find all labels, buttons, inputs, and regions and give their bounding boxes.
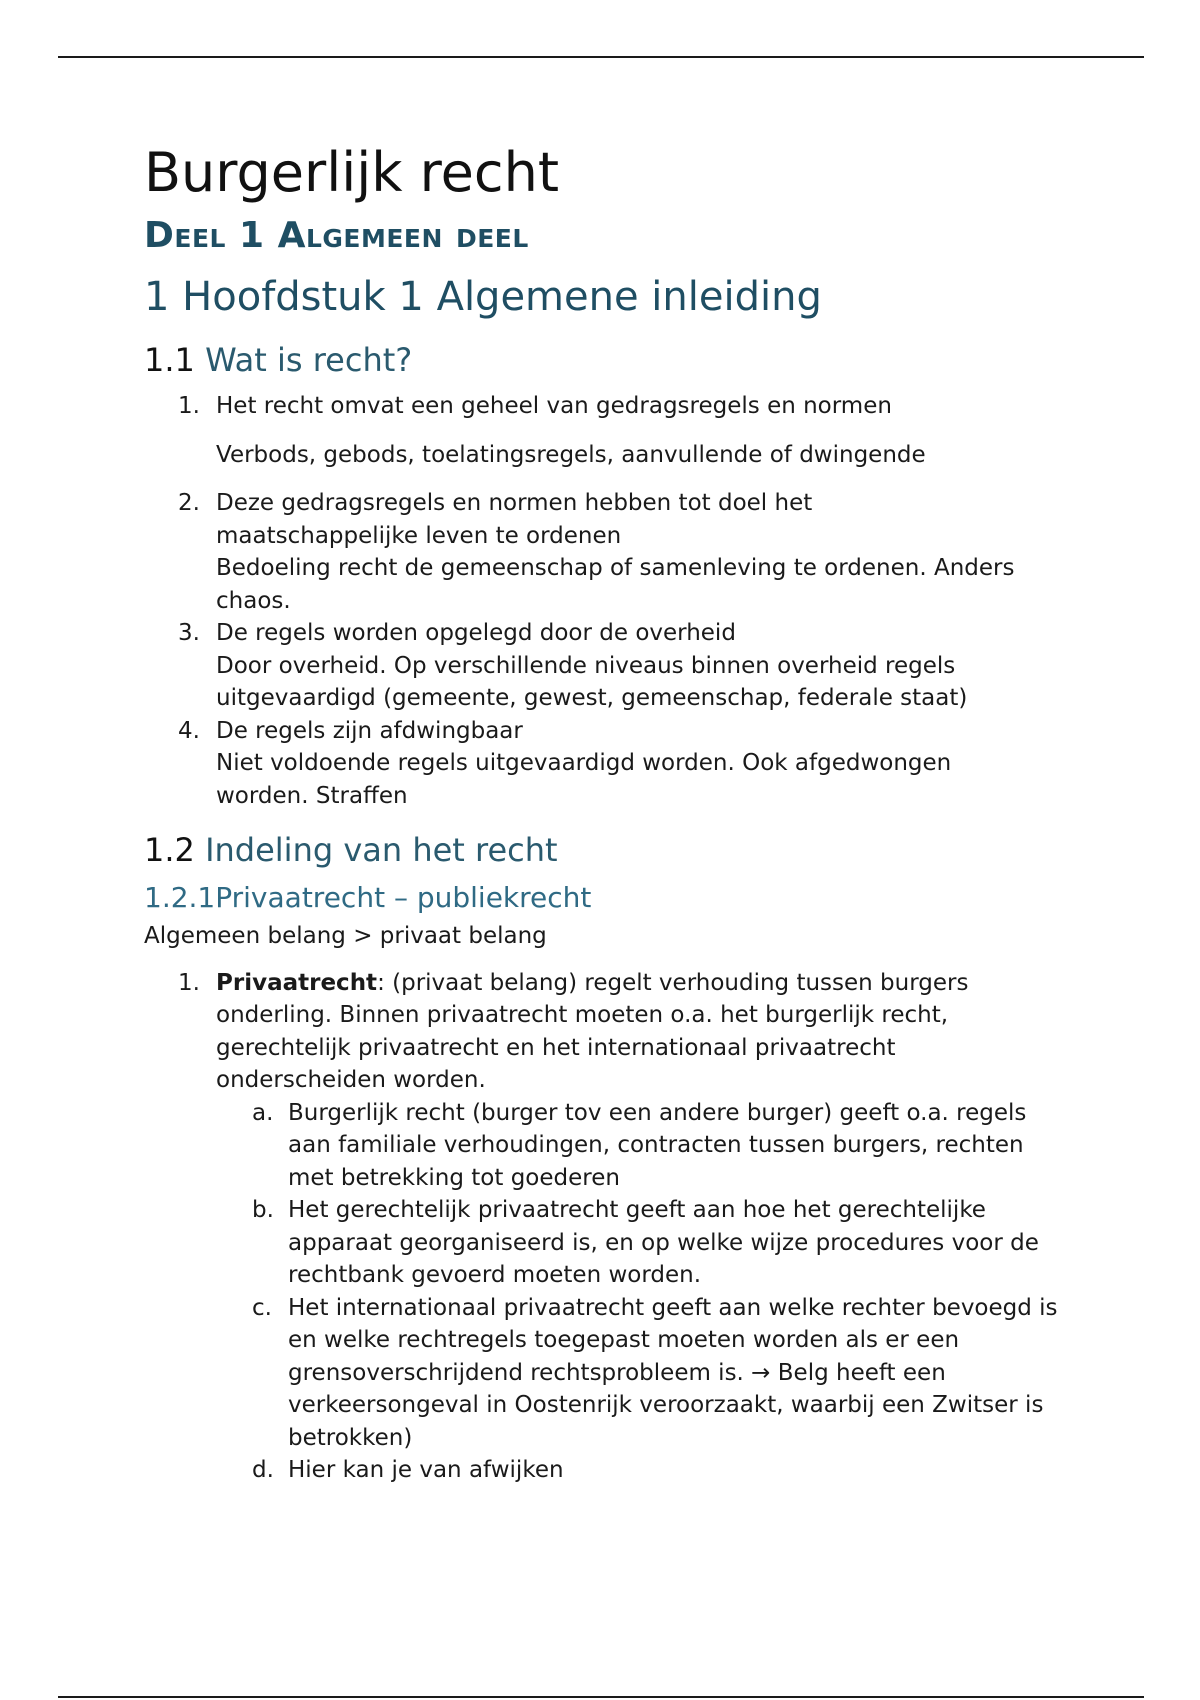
section-number: 1.1 — [144, 341, 195, 379]
header-rule — [58, 56, 1144, 58]
subsection-title: Privaatrecht – publiekrecht — [215, 881, 592, 914]
part-heading: Deel 1 Algemeen deel — [144, 215, 529, 256]
list-marker: 1. — [178, 393, 200, 419]
list-item-note: Bedoeling recht de gemeenschap of samenleving te ordenen. Anders chaos. — [216, 555, 1015, 614]
list-marker: d. — [252, 1457, 274, 1483]
list-item — [144, 390, 1074, 471]
privaatrecht-list — [144, 967, 1074, 1097]
list-marker: 1. — [178, 969, 200, 996]
sublist-item-text: Het internationaal privaatrecht geeft aan welke rechter bevoegd is en welke rechtregels toegepast moeten worden als er een grensoverschrijdend rechtsprobleem is. → Belg heeft een verkeersongeval in Oostenrijk veroorzaakt, waarbij een Zwitser is betrokken) — [288, 1294, 1058, 1451]
list-item-text: Deze gedragsregels en normen hebben tot doel het maatschappelijke leven te ordenen — [216, 490, 813, 549]
section-heading-1-2 — [144, 830, 1074, 870]
section-title: Wat is recht? — [205, 341, 413, 379]
term-definition: : (privaat belang) regelt verhouding tussen burgers onderling. Binnen privaatrecht moeten o.a. het burgerlijk recht, gerechtelijk privaatrecht en het internationaal privaatrecht onderscheiden worden. — [216, 969, 969, 1093]
list-item-text: De regels zijn afdwingbaar — [216, 717, 523, 744]
list-item — [144, 617, 1074, 715]
sublist-item-text: Het gerechtelijk privaatrecht geeft aan hoe het gerechtelijke apparaat georganiseerd is, en op welke wijze procedures voor de rechtbank gevoerd moeten worden. — [288, 1197, 1039, 1288]
list-item-note: Niet voldoende regels uitgevaardigd worden. Ook afgedwongen worden. Straffen — [216, 750, 952, 809]
list-item — [144, 487, 1074, 617]
list-item — [144, 715, 1074, 813]
list-item-text: Het recht omvat een geheel van gedragsregels en normen — [216, 393, 892, 419]
document-body — [144, 140, 1074, 1487]
section-number: 1.2 — [144, 831, 195, 869]
list-marker: c. — [252, 1294, 272, 1321]
term-bold: Privaatrecht — [216, 969, 378, 996]
intro-paragraph: Algemeen belang > privaat belang — [144, 923, 547, 949]
sublist-item-text: Burgerlijk recht (burger tov een andere burger) geeft o.a. regels aan familiale verhoudingen, contracten tussen burgers, rechten met betrekking tot goederen — [288, 1099, 1027, 1191]
list-item — [144, 967, 1074, 1097]
section-heading-1-1 — [144, 340, 1074, 380]
sublist-item — [144, 1454, 1074, 1487]
list-marker: 2. — [178, 490, 200, 516]
list-item-text — [216, 967, 1016, 1097]
sublist-item-text: Hier kan je van afwijken — [288, 1457, 564, 1483]
list-marker: 4. — [178, 717, 200, 744]
wat-is-recht-list — [144, 390, 1074, 812]
list-item-text: De regels worden opgelegd door de overheid — [216, 620, 736, 646]
sublist-item — [144, 1194, 1074, 1292]
section-title: Indeling van het recht — [205, 831, 558, 869]
subsection-number: 1.2.1 — [144, 881, 216, 914]
chapter-heading: 1 Hoofdstuk 1 Algemene inleiding — [144, 274, 822, 320]
list-marker: b. — [252, 1197, 274, 1223]
subsection-heading-1-2-1 — [144, 880, 1074, 916]
document-title: Burgerlijk recht — [144, 141, 559, 204]
list-marker: 3. — [178, 620, 200, 646]
list-item-note: Verbods, gebods, toelatingsregels, aanvullende of dwingende — [216, 441, 926, 468]
footer-rule — [58, 1696, 1144, 1698]
list-item-note: Door overheid. Op verschillende niveaus binnen overheid regels uitgevaardigd (gemeente, gewest, gemeenschap, federale staat) — [216, 652, 968, 711]
sublist-item — [144, 1292, 1074, 1455]
privaatrecht-sublist — [144, 1097, 1074, 1487]
sublist-item — [144, 1097, 1074, 1195]
list-marker: a. — [252, 1099, 274, 1126]
